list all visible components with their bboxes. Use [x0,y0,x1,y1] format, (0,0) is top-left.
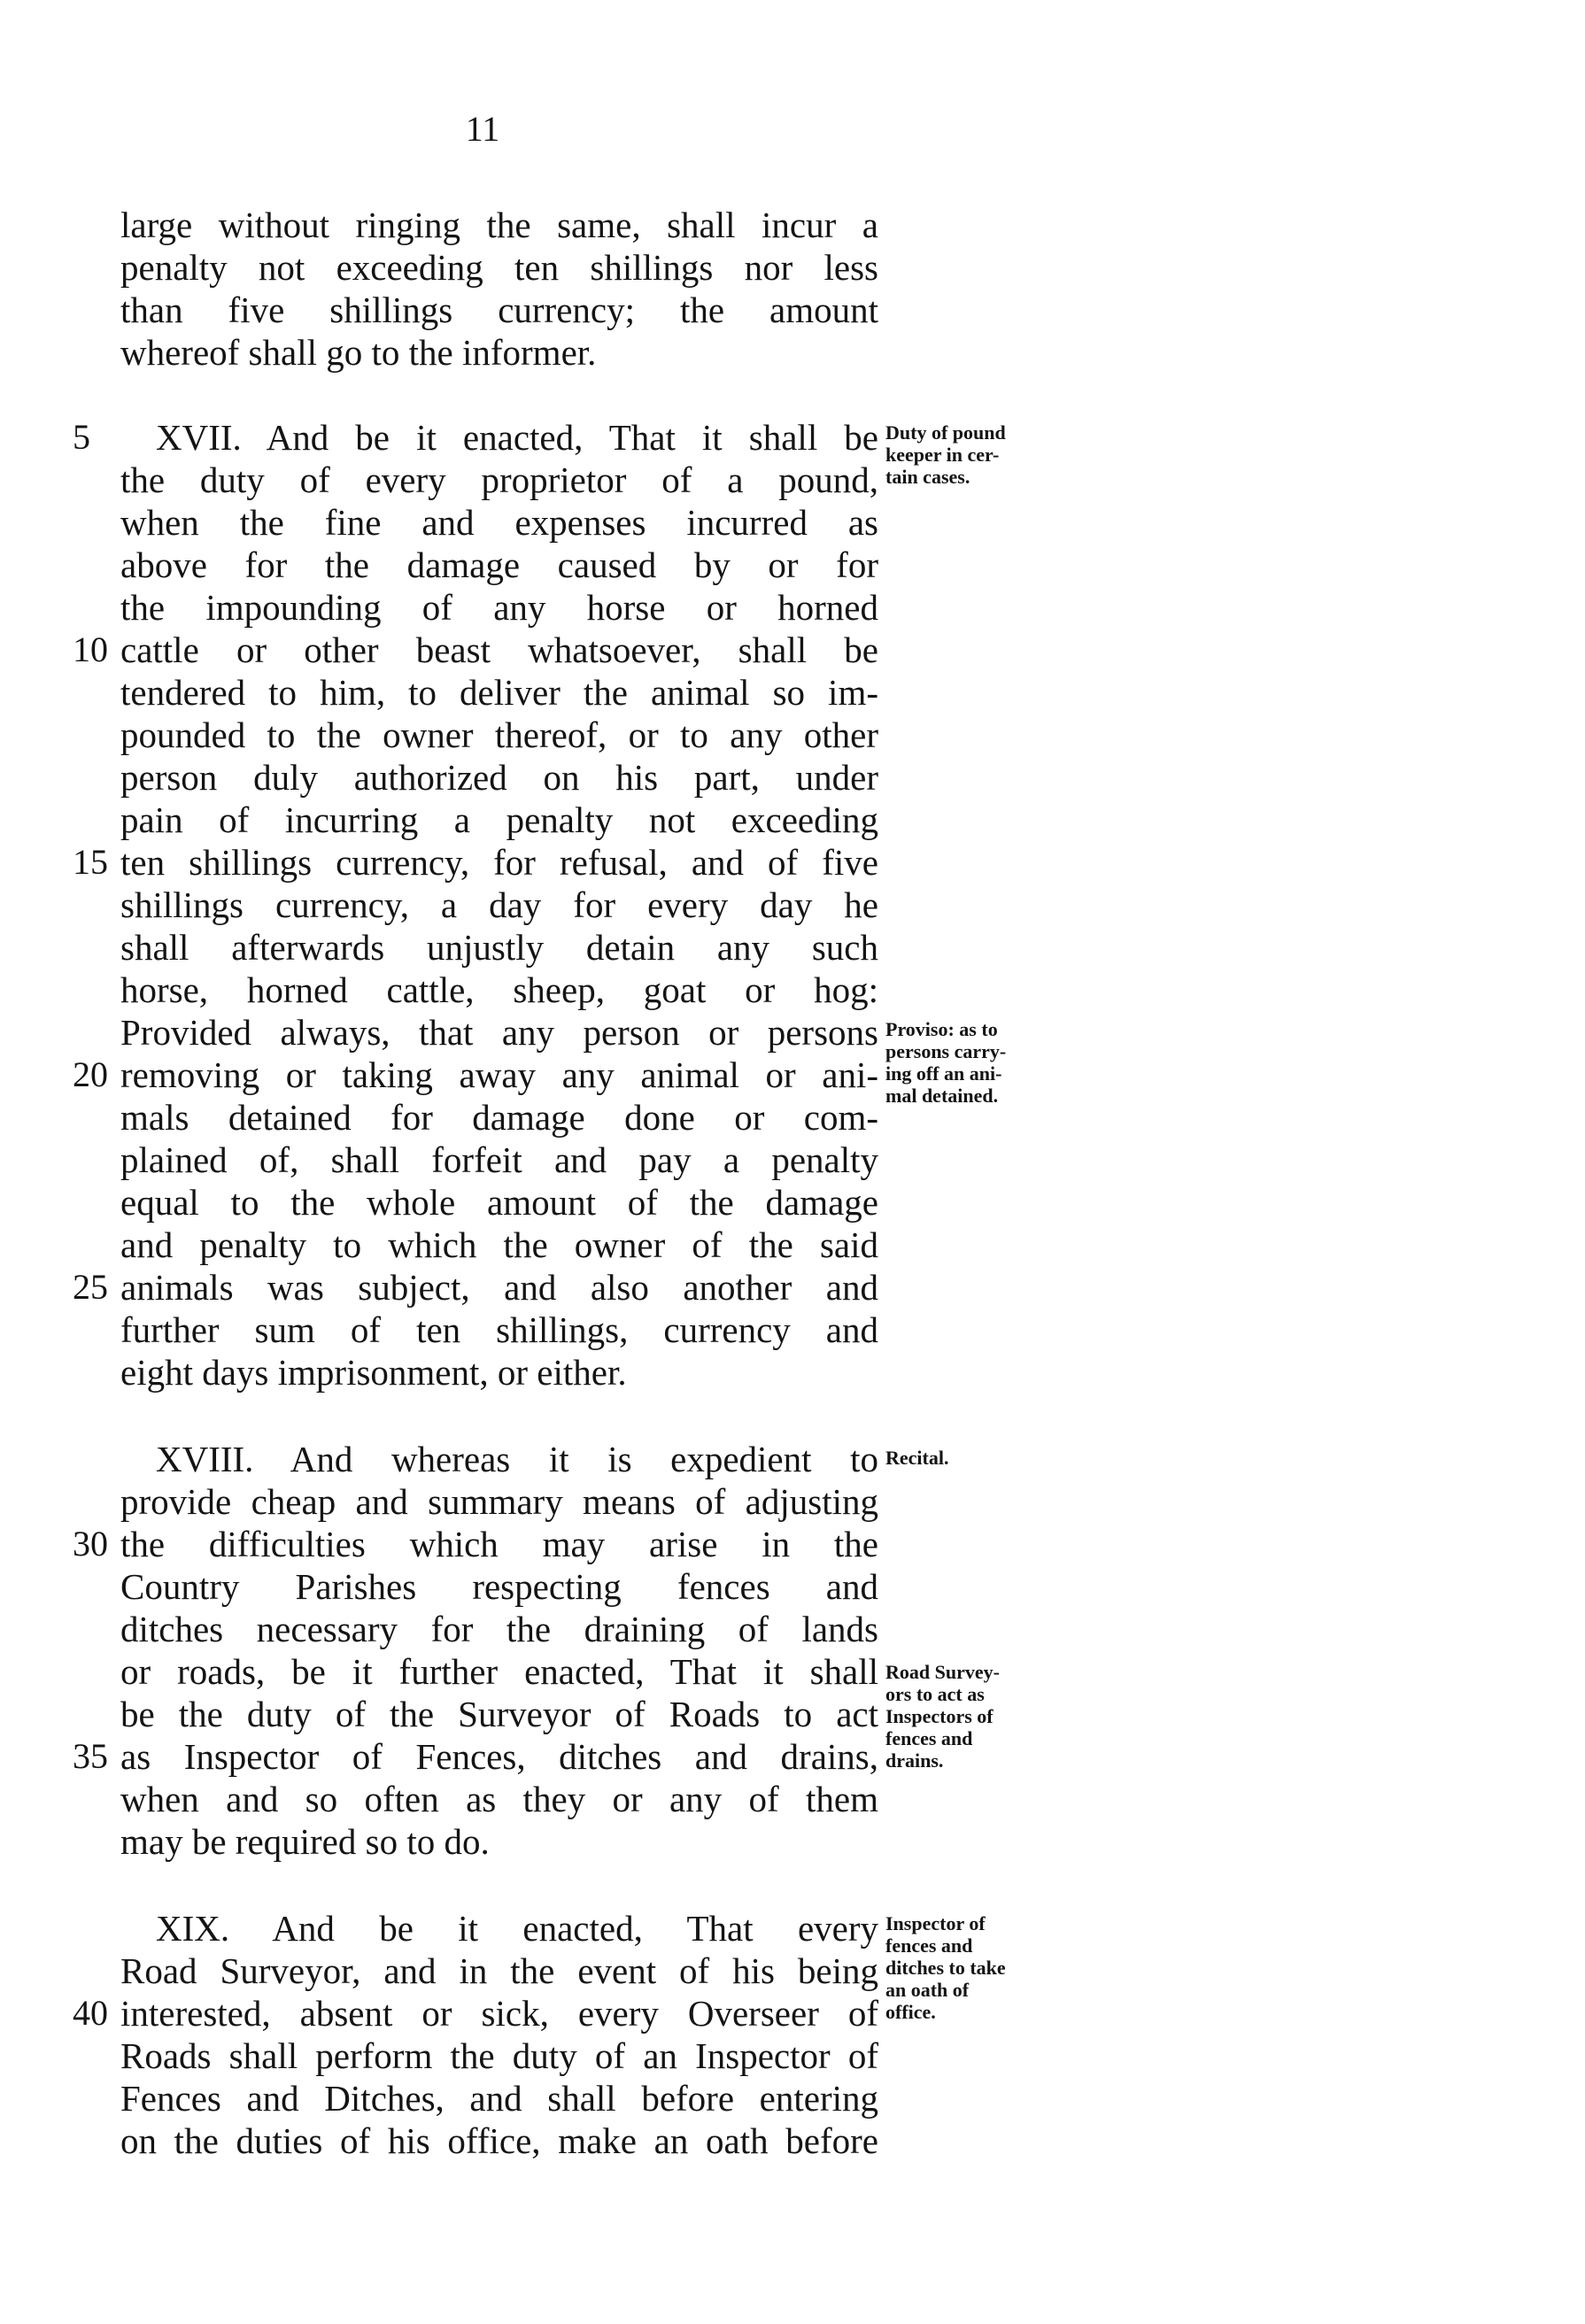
text-line: horse, horned cattle, sheep, goat or hog: [120,969,878,1010]
text-line: plained of, shall forfeit and pay a penalty [120,1139,878,1180]
text-line: the difficulties which may arise in the [120,1524,878,1564]
text-line: shall afterwards unjustly detain any such [120,927,878,968]
margin-note-line: tain cases. [885,466,970,488]
text-line: the duty of every proprietor of a pound, [120,459,878,500]
margin-note-line: ors to act as [885,1683,985,1705]
margin-note-line: persons carry- [885,1040,1007,1062]
text-line: ten shillings currency, for refusal, and of five [120,842,878,883]
text-line: or roads, be it further enacted, That it shall [120,1651,878,1692]
text-line: on the duties of his office, make an oath before [120,2120,878,2161]
margin-note-line: Proviso: as to [885,1018,998,1040]
margin-note-recital [885,1447,1080,1469]
text-line: equal to the whole amount of the damage [120,1182,878,1223]
margin-note-line: mal detained. [885,1085,999,1107]
text-line: pain of incurring a penalty not exceeding [120,799,878,840]
text-line: as Inspector of Fences, ditches and drains, [120,1736,878,1777]
text-line: pounded to the owner thereof, or to any other [120,714,878,755]
text-line: person duly authorized on his part, under [120,757,878,798]
margin-note-line: Duty of pound [885,421,1006,444]
line-number: 15 [73,842,108,882]
text-line: the impounding of any horse or horned [120,587,878,628]
line-number: 40 [73,1993,108,2033]
margin-note-line: fences and [885,1727,973,1749]
margin-note-road-surveyors [885,1661,1080,1772]
text-line: when the fine and expenses incurred as [120,502,878,543]
margin-note-duty-of-pound-keeper [885,421,1080,488]
line-number: 10 [73,629,108,669]
page-number: 11 [465,109,500,149]
text-line: above for the damage caused by or for [120,544,878,585]
text-line: cattle or other beast whatsoever, shall be [120,629,878,670]
margin-note-inspector-oath [885,1912,1080,2023]
text-line: may be required so to do. [120,1821,490,1862]
margin-note-line: an oath of [885,1979,970,2001]
margin-note-line: keeper in cer- [885,444,1000,466]
text-line: animals was subject, and also another and [120,1267,878,1308]
text-line: XVIII. And whereas it is expedient to [156,1439,878,1479]
margin-note-line: office. [885,2001,936,2023]
margin-note-line: Road Survey- [885,1661,1000,1683]
text-line: and penalty to which the owner of the said [120,1224,878,1265]
text-line: XIX. And be it enacted, That every [156,1908,878,1949]
text-line: when and so often as they or any of them [120,1779,878,1819]
margin-note-line: fences and [885,1934,973,1957]
text-line: Road Surveyor, and in the event of his being [120,1950,878,1991]
text-line: Roads shall perform the duty of an Inspector of [120,2035,878,2076]
margin-note-line: drains. [885,1749,944,1772]
margin-note-proviso [885,1018,1080,1107]
text-line: removing or taking away any animal or ani- [120,1054,878,1095]
line-number: 5 [73,417,90,457]
line-number: 30 [73,1524,108,1563]
margin-note-line: Inspector of [885,1912,986,1934]
text-line: than five shillings currency; the amount [120,290,878,330]
text-line: large without ringing the same, shall incur a [120,205,878,245]
line-number: 25 [73,1267,108,1307]
text-line: XVII. And be it enacted, That it shall be [156,417,878,458]
line-number: 35 [73,1736,108,1776]
text-line: provide cheap and summary means of adjusting [120,1481,878,1522]
text-line: penalty not exceeding ten shillings nor less [120,247,878,288]
text-line: Country Parishes respecting fences and [120,1566,878,1607]
margin-note-line: ditches to take [885,1957,1006,1979]
text-line: ditches necessary for the draining of lands [120,1609,878,1649]
text-line: further sum of ten shillings, currency and [120,1309,878,1350]
text-line: be the duty of the Surveyor of Roads to act [120,1694,878,1734]
text-line: shillings currency, a day for every day he [120,884,878,925]
margin-note-line: Inspectors of [885,1705,994,1727]
text-line: Provided always, that any person or persons [120,1012,878,1053]
text-line: interested, absent or sick, every Overseer of [120,1993,878,2034]
text-line: eight days imprisonment, or either. [120,1352,627,1393]
text-line: tendered to him, to deliver the animal so im- [120,672,878,713]
text-line: Fences and Ditches, and shall before entering [120,2078,878,2119]
text-line: mals detained for damage done or com- [120,1097,878,1138]
margin-note-line: Recital. [885,1447,949,1469]
text-line: whereof shall go to the informer. [120,332,597,373]
margin-note-line: ing off an ani- [885,1062,1002,1085]
line-number: 20 [73,1054,108,1094]
